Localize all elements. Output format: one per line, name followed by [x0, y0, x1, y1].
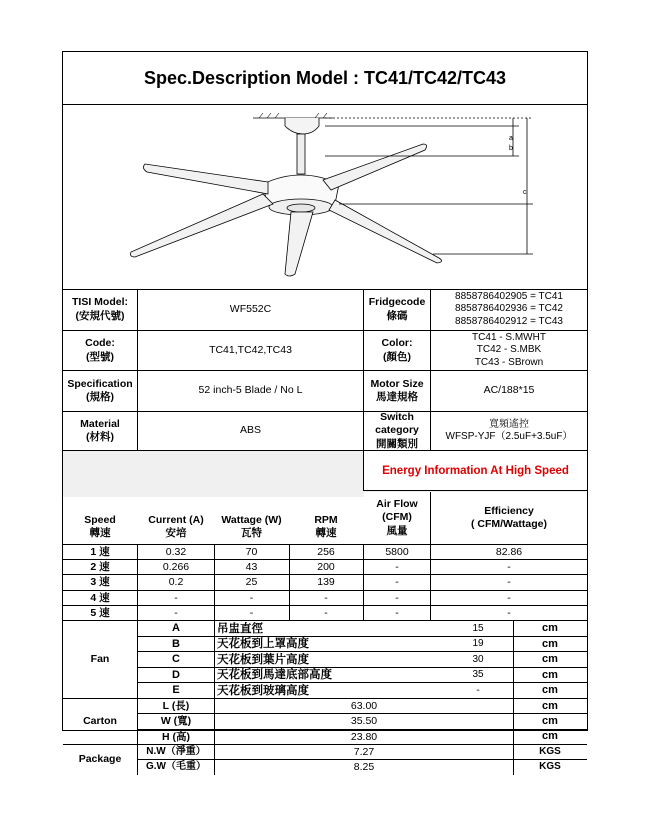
speed-cell-wattage: 43 — [245, 561, 258, 574]
col-divider — [137, 544, 138, 621]
speed-cell-efficiency: - — [507, 576, 511, 589]
color-value: TC42 - S.MBK — [476, 344, 542, 356]
efficiency-header-text2: ( CFM/Wattage) — [470, 518, 548, 530]
current-header-cn: 安培 — [165, 526, 187, 539]
fan-desc: 天花板到葉片高度 — [217, 653, 309, 666]
fan-key: B — [172, 637, 180, 650]
dimension-label-a: a — [509, 135, 513, 142]
energy-title: Energy Information At High Speed — [382, 464, 569, 477]
fan-unit: cm — [542, 621, 558, 634]
motor-size-value: AC/188*15 — [483, 384, 535, 397]
switch-label-text2: category — [375, 424, 419, 437]
switch-label-cn: 開關類別 — [376, 437, 418, 450]
carton-key: W (寬) — [160, 715, 192, 728]
carton-label: Carton — [83, 714, 117, 727]
efficiency-header — [431, 492, 587, 544]
speed-cell-wattage: - — [249, 591, 254, 604]
speed-cell-wattage: - — [249, 606, 254, 619]
fan-label: Fan — [90, 653, 110, 666]
airflow-header-text: Air Flow — [376, 498, 418, 511]
fan-unit: cm — [542, 668, 558, 681]
package-value: 7.27 — [353, 745, 375, 758]
specification-value: 52 inch-5 Blade / No L — [198, 384, 303, 397]
speed-cell-efficiency: - — [507, 561, 511, 574]
col-divider — [214, 544, 215, 621]
switch-value-text: WFSP-YJF（2.5uF+3.5uF） — [445, 431, 573, 442]
material-label — [63, 412, 137, 450]
carton-unit: cm — [542, 730, 558, 743]
specification-label-cn: (規格) — [86, 391, 114, 403]
color-value: TC41 - S.MWHT — [472, 331, 546, 343]
col-divider — [137, 745, 138, 775]
color-label-cn: (顏色) — [383, 350, 411, 363]
speed-cell-current: 0.2 — [168, 576, 184, 589]
speed-cell-rpm: - — [324, 591, 328, 604]
fridgecode-values — [431, 289, 587, 330]
rpm-header-cn: 轉速 — [315, 526, 337, 539]
airflow-header-cn: 風量 — [386, 524, 408, 537]
tisi-label-cn: (安規代號) — [75, 309, 125, 322]
speed-cell-speed: 3 速 — [90, 576, 110, 589]
switch-value — [431, 412, 587, 450]
switch-value-cn: 寬頻遙控 — [489, 418, 529, 430]
airflow-header — [364, 492, 430, 544]
fan-unit: cm — [542, 684, 558, 697]
speed-cell-speed: 5 速 — [90, 606, 110, 619]
color-values — [431, 331, 587, 370]
speed-cell-rpm: 200 — [317, 561, 335, 574]
package-key: N.W（淨重） — [146, 746, 206, 758]
rpm-header-text: RPM — [314, 513, 338, 526]
material-label-text: Material — [80, 417, 120, 430]
dimension-label-c: c — [523, 189, 527, 196]
speed-cell-airflow: - — [395, 576, 399, 589]
page-title: Spec.Description Model : TC41/TC42/TC43 — [63, 52, 587, 105]
fan-value: 35 — [472, 669, 484, 681]
specification-label-text: Specification — [67, 377, 133, 390]
speed-cell-efficiency: - — [507, 606, 511, 619]
motor-size-label-text: Motor Size — [370, 377, 424, 390]
switch-label — [364, 412, 430, 450]
wattage-header — [214, 462, 289, 544]
speed-cell-efficiency: 82.86 — [495, 546, 523, 559]
speed-header-text: Speed — [84, 513, 116, 526]
speed-header — [63, 462, 137, 544]
speed-cell-rpm: - — [324, 606, 328, 619]
carton-value: 35.50 — [350, 715, 378, 728]
col-divider — [137, 621, 138, 699]
code-label — [63, 331, 137, 370]
fridgecode-value: 8858786402936 = TC42 — [455, 303, 563, 315]
fan-value: 19 — [472, 638, 484, 650]
motor-size-label — [364, 371, 430, 411]
fan-desc: 吊盅直徑 — [217, 622, 263, 635]
tisi-label-text: TISI Model: — [72, 296, 128, 309]
col-divider — [363, 544, 364, 621]
material-label-cn: (材料) — [86, 431, 114, 443]
fan-unit: cm — [542, 637, 558, 650]
speed-cell-rpm: 256 — [317, 546, 335, 559]
speed-cell-current: - — [174, 591, 178, 604]
rpm-header — [289, 462, 363, 544]
code-label-cn: (型號) — [86, 350, 114, 363]
carton-unit: cm — [542, 715, 558, 728]
dimension-label-b: b — [509, 145, 513, 152]
carton-unit: cm — [542, 699, 558, 712]
col-divider — [137, 699, 138, 745]
color-label — [364, 331, 430, 370]
airflow-header-text2: (CFM) — [382, 511, 412, 524]
ceiling-fan-illustration — [63, 104, 587, 289]
fan-key: E — [172, 684, 180, 697]
tisi-value: WF552C — [229, 302, 272, 315]
col-divider — [289, 544, 290, 621]
wattage-header-cn: 瓦特 — [241, 526, 262, 539]
fan-key: A — [172, 621, 180, 634]
col-divider — [214, 699, 215, 745]
col-divider — [513, 745, 514, 775]
speed-cell-current: 0.266 — [162, 561, 190, 574]
efficiency-header-text: Efficiency — [484, 504, 534, 517]
speed-cell-speed: 1 速 — [90, 546, 110, 559]
speed-cell-airflow: 5800 — [385, 546, 409, 559]
speed-cell-wattage: 25 — [245, 576, 258, 589]
wattage-header-text: Wattage (W) — [221, 513, 282, 526]
speed-cell-airflow: - — [395, 561, 399, 574]
code-value: TC41,TC42,TC43 — [209, 343, 292, 356]
fan-desc: 天花板到上罩高度 — [217, 638, 309, 651]
current-header — [138, 462, 214, 544]
fan-desc: 天花板到玻璃高度 — [217, 685, 309, 697]
speed-cell-current: 0.32 — [165, 546, 187, 559]
fan-drawing — [63, 104, 587, 290]
fridgecode-value: 8858786402905 = TC41 — [455, 290, 563, 302]
fridgecode-label — [364, 289, 430, 330]
fan-value: 30 — [472, 653, 484, 665]
speed-cell-efficiency: - — [507, 591, 511, 604]
fan-value: 15 — [472, 622, 484, 634]
speed-cell-speed: 2 速 — [90, 561, 110, 574]
speed-cell-current: - — [174, 606, 178, 619]
tisi-label — [63, 289, 137, 330]
fan-key: C — [172, 653, 180, 666]
col-divider — [513, 621, 514, 699]
package-label: Package — [78, 753, 122, 766]
package-unit: KGS — [539, 746, 561, 758]
color-label-text: Color: — [381, 337, 413, 350]
speed-header-cn: 轉速 — [89, 526, 111, 539]
speed-cell-rpm: 139 — [317, 576, 335, 589]
col-divider — [214, 745, 215, 775]
fridgecode-label-text: Fridgecode — [368, 296, 426, 309]
carton-key: H (高) — [162, 730, 190, 743]
speed-cell-airflow: - — [395, 606, 399, 619]
package-key: G.W（毛重） — [146, 761, 206, 773]
carton-key: L (長) — [162, 700, 190, 713]
material-value: ABS — [239, 424, 261, 437]
color-value: TC43 - SBrown — [474, 356, 544, 368]
carton-value: 63.00 — [350, 700, 378, 713]
fan-unit: cm — [542, 653, 558, 666]
package-unit: KGS — [539, 761, 561, 773]
speed-cell-airflow: - — [395, 591, 399, 604]
code-label-text: Code: — [85, 337, 115, 350]
spec-sheet — [62, 51, 588, 773]
package-value: 8.25 — [353, 760, 375, 773]
speed-cell-wattage: 70 — [245, 546, 258, 559]
col-divider — [214, 621, 215, 699]
col-divider — [513, 699, 514, 745]
fan-value: - — [476, 684, 480, 696]
carton-value: 23.80 — [350, 730, 378, 743]
specification-label — [63, 371, 137, 411]
switch-label-text: Switch — [380, 411, 414, 424]
fridgecode-label-cn: 條碼 — [386, 309, 408, 322]
fan-desc: 天花板到馬達底部高度 — [217, 669, 332, 682]
motor-size-label-cn: 馬達規格 — [376, 391, 418, 403]
speed-cell-speed: 4 速 — [90, 591, 110, 604]
fan-key: D — [172, 668, 180, 681]
col-divider — [430, 544, 431, 621]
fridgecode-value: 8858786402912 = TC43 — [455, 315, 563, 327]
current-header-text: Current (A) — [148, 513, 204, 526]
